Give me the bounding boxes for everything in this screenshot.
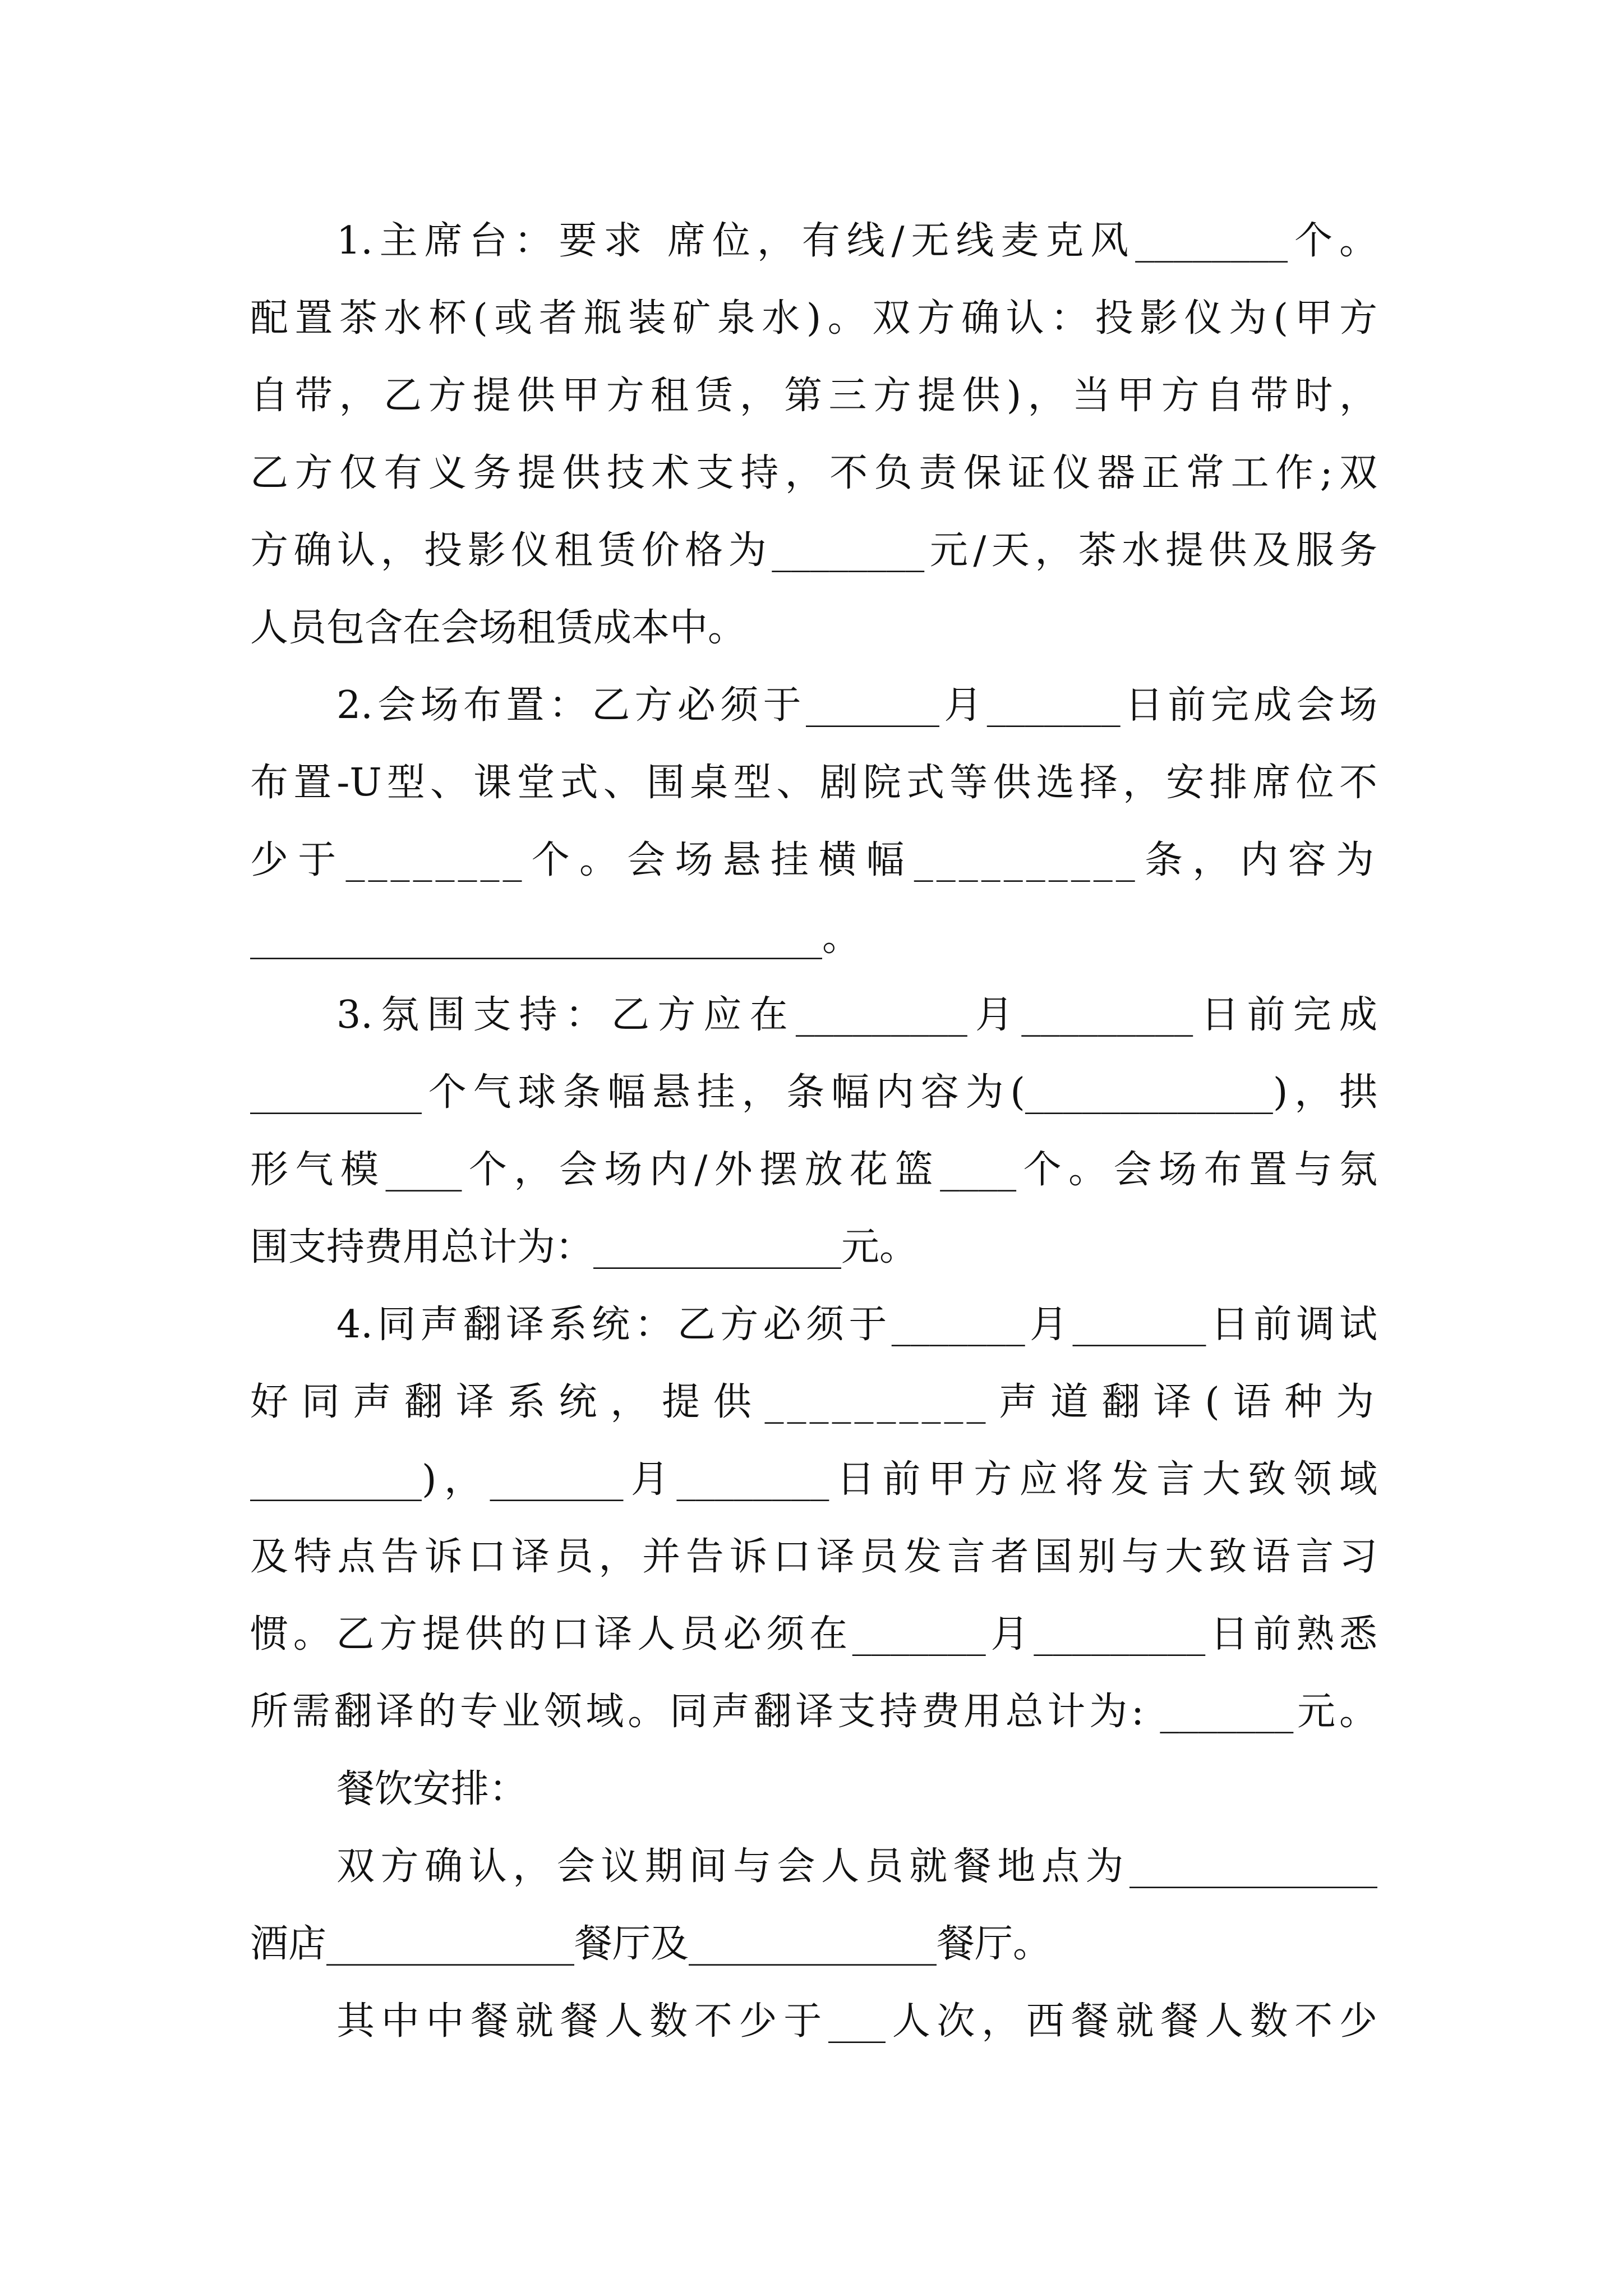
text-line: _________)，_______月________日前甲方应将发言大致领域 [250, 1457, 1377, 1502]
text-line: 少于________个。会场悬挂横幅__________条，内容为 [250, 838, 1377, 882]
text-line: 1.主席台：要求 席位，有线/无线麦克风________个。 [336, 219, 1377, 263]
text-line: 双方确认，会议期间与会人员就餐地点为_____________ [336, 1844, 1377, 1889]
text-line: 酒店_____________餐厅及_____________餐厅。 [250, 1922, 1052, 1966]
section-heading: 餐饮安排： [336, 1767, 528, 1811]
text-line: _________个气球条幅悬挂，条幅内容为(_____________)，拱 [250, 1070, 1377, 1115]
text-line: 形气模____个，会场内/外摆放花篮____个。会场布置与氛 [250, 1148, 1377, 1192]
text-line: 所需翻译的专业领域。同声翻译支持费用总计为: _______元。 [250, 1690, 1377, 1734]
text-line: 2.会场布置：乙方必须于_______月_______日前完成会场 [336, 683, 1377, 728]
text-line: 其中中餐就餐人数不少于___人次，西餐就餐人数不少 [336, 1999, 1377, 2044]
text-line: 3.氛围支持：乙方应在_________月_________日前完成 [336, 993, 1377, 1037]
text-line: 自带，乙方提供甲方租赁，第三方提供)，当甲方自带时， [250, 374, 1377, 418]
text-line: 乙方仅有义务提供技术支持，不负责保证仪器正常工作;双 [250, 451, 1377, 495]
text-line: 布置-U型、课堂式、围桌型、剧院式等供选择，安排席位不 [250, 761, 1377, 805]
text-line: ______________________________。 [250, 915, 861, 960]
text-line: 4.同声翻译系统：乙方必须于_______月_______日前调试 [336, 1303, 1377, 1347]
text-line: 围支持费用总计为：_____________元。 [250, 1225, 918, 1269]
text-line: 及特点告诉口译员，并告诉口译员发言者国别与大致语言习 [250, 1535, 1377, 1579]
text-line: 方确认，投影仪租赁价格为________元/天，茶水提供及服务 [250, 528, 1377, 573]
text-line: 配置茶水杯(或者瓶装矿泉水)。双方确认：投影仪为(甲方 [250, 296, 1377, 341]
text-line: 惯。乙方提供的口译人员必须在_______月_________日前熟悉 [250, 1612, 1377, 1657]
text-line: 好同声翻译系统，提供__________声道翻译(语种为 [250, 1380, 1377, 1424]
text-line: 人员包含在会场租赁成本中。 [250, 606, 746, 650]
